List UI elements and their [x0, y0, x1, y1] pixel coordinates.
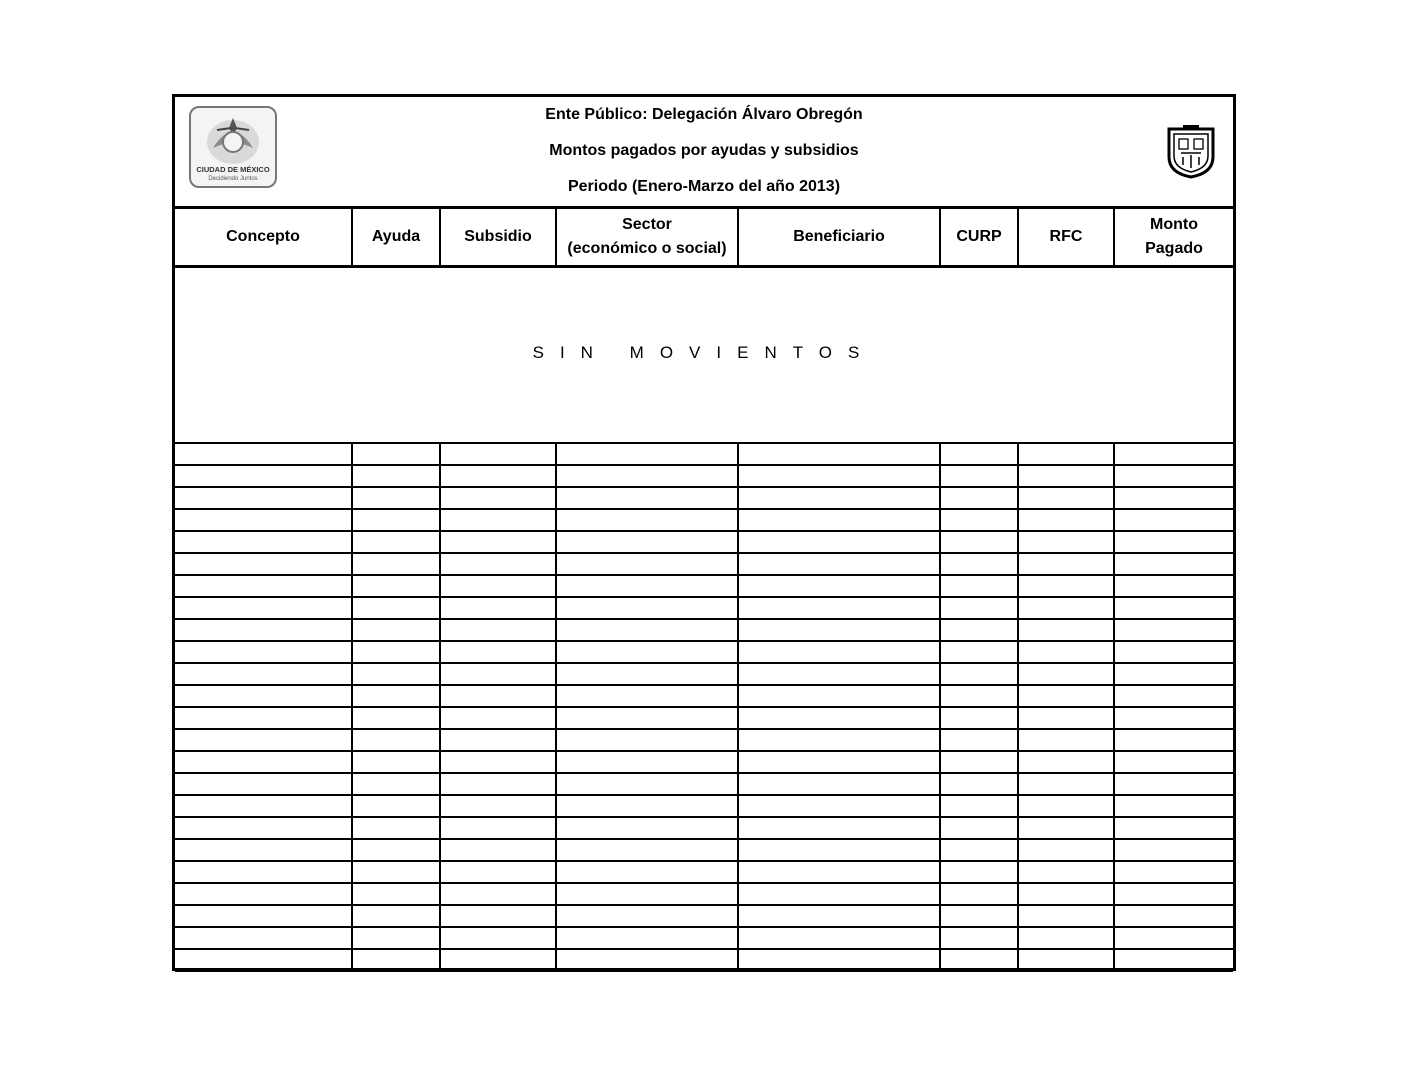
column-divider — [1017, 209, 1019, 265]
table-row-line — [175, 530, 1233, 532]
table-row-line — [175, 596, 1233, 598]
column-divider — [1113, 442, 1115, 972]
column-divider — [555, 442, 557, 972]
col-subsidio: Subsidio — [464, 228, 532, 245]
col-beneficiario: Beneficiario — [793, 228, 885, 245]
table-row-line — [175, 728, 1233, 730]
col-concepto: Concepto — [226, 228, 300, 245]
table-row-line — [175, 838, 1233, 840]
table-row-line — [175, 926, 1233, 928]
table-row-line — [175, 486, 1233, 488]
table-row-line — [175, 706, 1233, 708]
column-divider — [1113, 209, 1115, 265]
table-row-line — [175, 970, 1233, 972]
column-divider — [439, 442, 441, 972]
column-divider — [351, 442, 353, 972]
no-movements-area — [175, 268, 1233, 444]
entity-title: Ente Público: Delegación Álvaro Obregón — [545, 106, 863, 123]
table-row-line — [175, 816, 1233, 818]
svg-text:Decidiendo Juntos: Decidiendo Juntos — [208, 176, 258, 182]
no-movements-text: SIN MOVIENTOS — [532, 343, 876, 362]
empty-rows-grid — [175, 444, 1233, 968]
table-row-line — [175, 684, 1233, 686]
table-row-line — [175, 574, 1233, 576]
table-row-line — [175, 508, 1233, 510]
column-divider — [737, 442, 739, 972]
svg-text:CIUDAD DE MÉXICO: CIUDAD DE MÉXICO — [196, 165, 270, 174]
column-divider — [737, 209, 739, 265]
report-sheet — [172, 94, 1236, 971]
table-row-line — [175, 772, 1233, 774]
col-ayuda: Ayuda — [371, 228, 421, 245]
table-row-line — [175, 794, 1233, 796]
column-divider — [939, 209, 941, 265]
table-row-line — [175, 640, 1233, 642]
table-row-line — [175, 662, 1233, 664]
column-divider — [555, 209, 557, 265]
table-row-line — [175, 750, 1233, 752]
table-row-line — [175, 904, 1233, 906]
col-rfc: RFC — [1049, 228, 1083, 245]
col-curp: CURP — [956, 228, 1002, 245]
coat-of-arms-icon — [1165, 123, 1217, 179]
col-sector: Sector (económico o social) — [567, 216, 727, 257]
table-row-line — [175, 618, 1233, 620]
report-period: Periodo (Enero-Marzo del año 2013) — [567, 178, 841, 195]
column-divider — [1017, 442, 1019, 972]
column-divider — [939, 442, 941, 972]
table-row-line — [175, 882, 1233, 884]
column-divider — [351, 209, 353, 265]
report-header — [175, 97, 1233, 209]
table-row-line — [175, 860, 1233, 862]
table-row-line — [175, 464, 1233, 466]
table-row-line — [175, 552, 1233, 554]
report-title: Montos pagados por ayudas y subsidios — [549, 142, 859, 159]
column-header-row — [175, 209, 1233, 268]
column-divider — [439, 209, 441, 265]
table-row-line — [175, 948, 1233, 950]
col-monto-pagado: Monto Pagado — [1145, 216, 1203, 257]
